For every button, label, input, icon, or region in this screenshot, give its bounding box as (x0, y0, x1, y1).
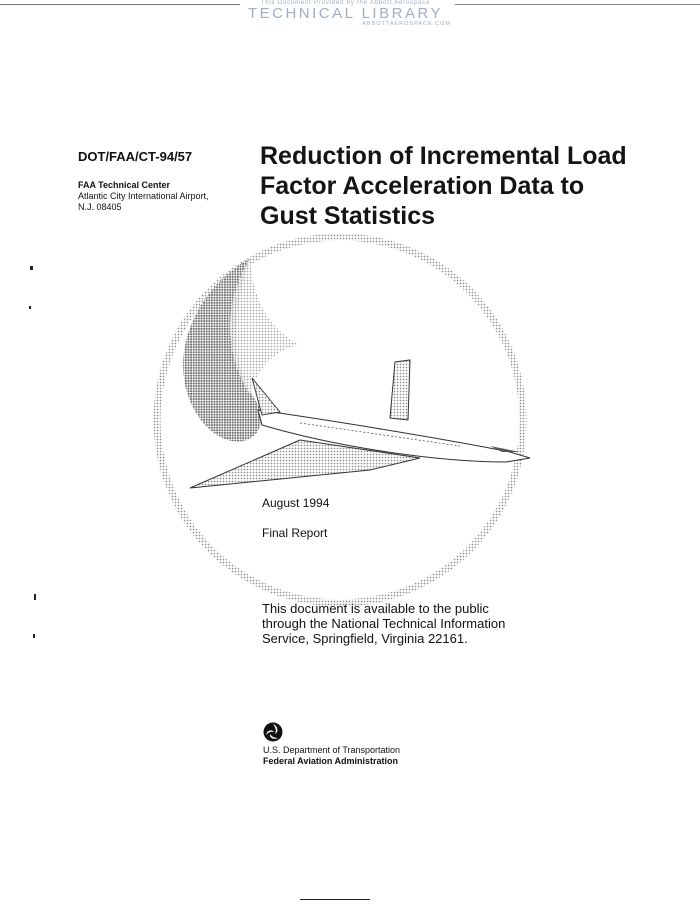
issuer-address-line2: N.J. 08405 (78, 202, 122, 212)
availability-line3: Service, Springfield, Virginia 22161. (262, 631, 468, 646)
scan-speck (30, 266, 33, 270)
scan-speck (34, 594, 36, 600)
dot-tri-star-logo-icon (263, 722, 283, 742)
document-title (260, 141, 680, 231)
watermark-provided-by: This Document Provided by the Abbott Aerospace (260, 0, 431, 6)
scan-speck (33, 634, 35, 638)
watermark-site: ABBOTTAEROSPACE.COM (362, 21, 451, 27)
issuer-name: FAA Technical Center (78, 180, 171, 190)
scan-speck (300, 899, 370, 900)
issuer-address-line1: Atlantic City International Airport, (78, 191, 209, 201)
title-line1: Reduction of Incremental Load (260, 142, 627, 170)
availability-line1: This document is available to the public (262, 601, 489, 616)
scan-speck (29, 306, 31, 309)
issuer-block (78, 180, 209, 213)
title-line2: Factor Acceleration Data to (260, 172, 585, 200)
sweep-highlight (230, 258, 300, 395)
report-number: DOT/FAA/CT-94/57 (78, 149, 193, 164)
department-name: U.S. Department of Transportation (263, 745, 401, 755)
report-date: August 1994 (262, 496, 330, 510)
availability-statement (262, 601, 562, 646)
title-line3: Gust Statistics (260, 202, 436, 230)
department-agency: Federal Aviation Administration (263, 756, 399, 766)
report-type: Final Report (262, 526, 328, 540)
watermark-library: TECHNICAL LIBRARY (247, 5, 444, 22)
availability-line2: through the National Technical Information (262, 616, 506, 631)
department-block (263, 745, 400, 767)
